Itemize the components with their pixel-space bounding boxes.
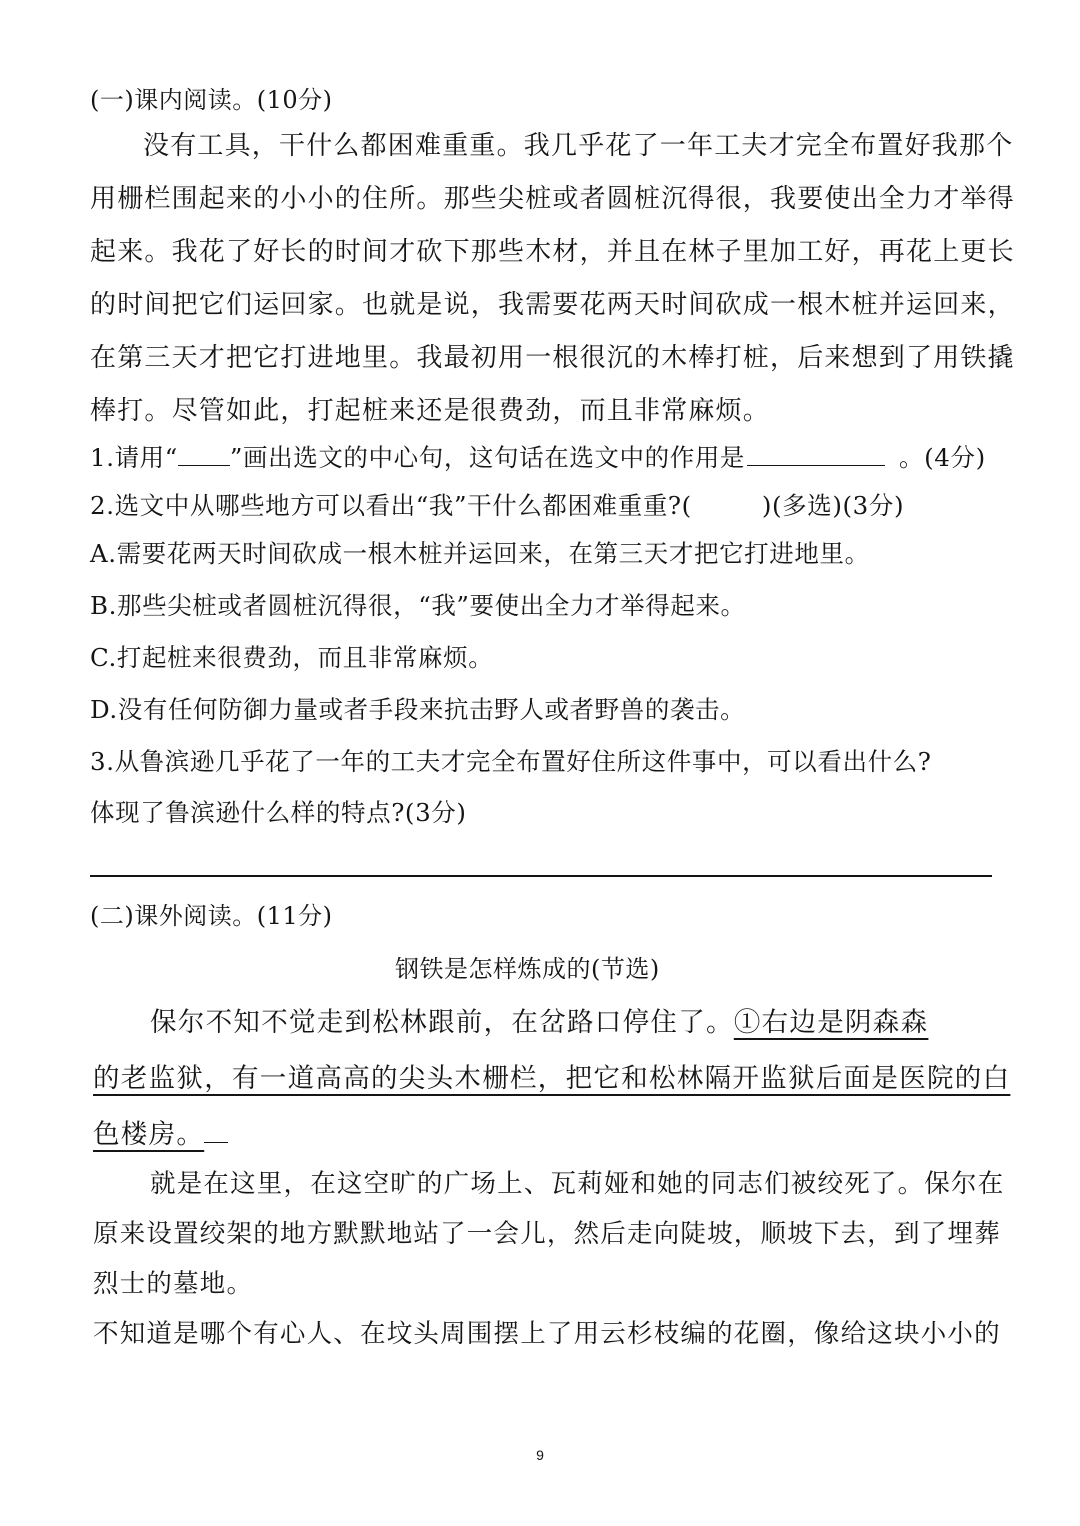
underlined-sentence: 的老监狱，有一道高高的尖头木栅栏，把它和松林隔开监狱后面是医院的白 [93,1063,1011,1094]
question-1-text-c: 。(4分) [899,443,986,472]
paragraph-line: 棒打。尽管如此，打起桩来还是很费劲，而且非常麻烦。 [90,396,771,426]
paragraph-line: 烈士的墓地。 [93,1269,254,1299]
paragraph-line: 起来。我花了好长的时间才砍下那些木材，并且在林子里加工好，再花上更长 [90,237,1015,267]
section-1-heading: (一)课内阅读。(10分) [90,86,333,114]
passage-title: 钢铁是怎样炼成的(节选) [395,955,660,983]
paragraph-line: 的时间把它们运回家。也就是说，我需要花两天时间砍成一根木桩并运回来， [90,290,1015,320]
paragraph-line: 就是在这里，在这空旷的广场上、瓦莉娅和她的同志们被绞死了。保尔在 [150,1169,1005,1199]
option-d: D.没有任何防御力量或者手段来抗击野人或者野兽的袭击。 [90,695,746,724]
paragraph-line: 在第三天才把它打进地里。我最初用一根很沉的木棒打桩，后来想到了用铁撬 [90,343,1015,373]
passage-text: 保尔不知不觉走到松林跟前，在岔路口停住了。 [150,1007,734,1038]
underlined-sentence-end [93,1119,228,1150]
underlined-sentence: 色楼房。 [93,1119,205,1150]
option-c: C.打起桩来很费劲，而且非常麻烦。 [90,643,494,672]
question-1-text-a: 1.请用“ [90,443,178,472]
question-1-text-b: ”画出选文的中心句，这句话在选文中的作用是 [229,443,746,472]
paragraph-line: 没有工具，干什么都困难重重。我几乎花了一年工夫才完全布置好我那个 [143,131,1014,161]
underline-sample-blank [178,464,230,466]
paragraph-line: 不知道是哪个有心人、在坟头周围摆上了用云杉枝编的花圈，像给这块小小的 [93,1319,1001,1349]
question-1 [90,443,986,472]
question-2-tail: )(多选)(3分) [761,491,905,520]
answer-line[interactable] [90,875,992,877]
question-2-text: 2.选文中从哪些地方可以看出“我”干什么都困难重重?( [90,491,692,520]
passage-2-line-1 [150,1007,929,1038]
underline-tail [204,1141,228,1143]
option-b: B.那些尖桩或者圆桩沉得很，“我”要使出全力才举得起来。 [90,591,746,620]
section-2-heading: (二)课外阅读。(11分) [90,902,333,930]
underlined-sentence: ①右边是阴森森 [733,1007,929,1038]
paragraph-line: 原来设置绞架的地方默默地站了一会儿，然后走向陡坡，顺坡下去，到了埋葬 [93,1219,1001,1249]
question-3-line-1: 3.从鲁滨逊几乎花了一年的工夫才完全布置好住所这件事中，可以看出什么? [90,747,932,776]
option-a: A.需要花两天时间砍成一根木桩并运回来，在第三天才把它打进地里。 [90,539,870,568]
answer-blank[interactable] [747,464,885,466]
question-3-line-2: 体现了鲁滨逊什么样的特点?(3分) [90,798,467,827]
paragraph-line: 用栅栏围起来的小小的住所。那些尖桩或者圆桩沉得很，我要使出全力才举得 [90,184,1015,214]
page-number: 9 [536,1447,544,1463]
question-2 [90,491,905,520]
